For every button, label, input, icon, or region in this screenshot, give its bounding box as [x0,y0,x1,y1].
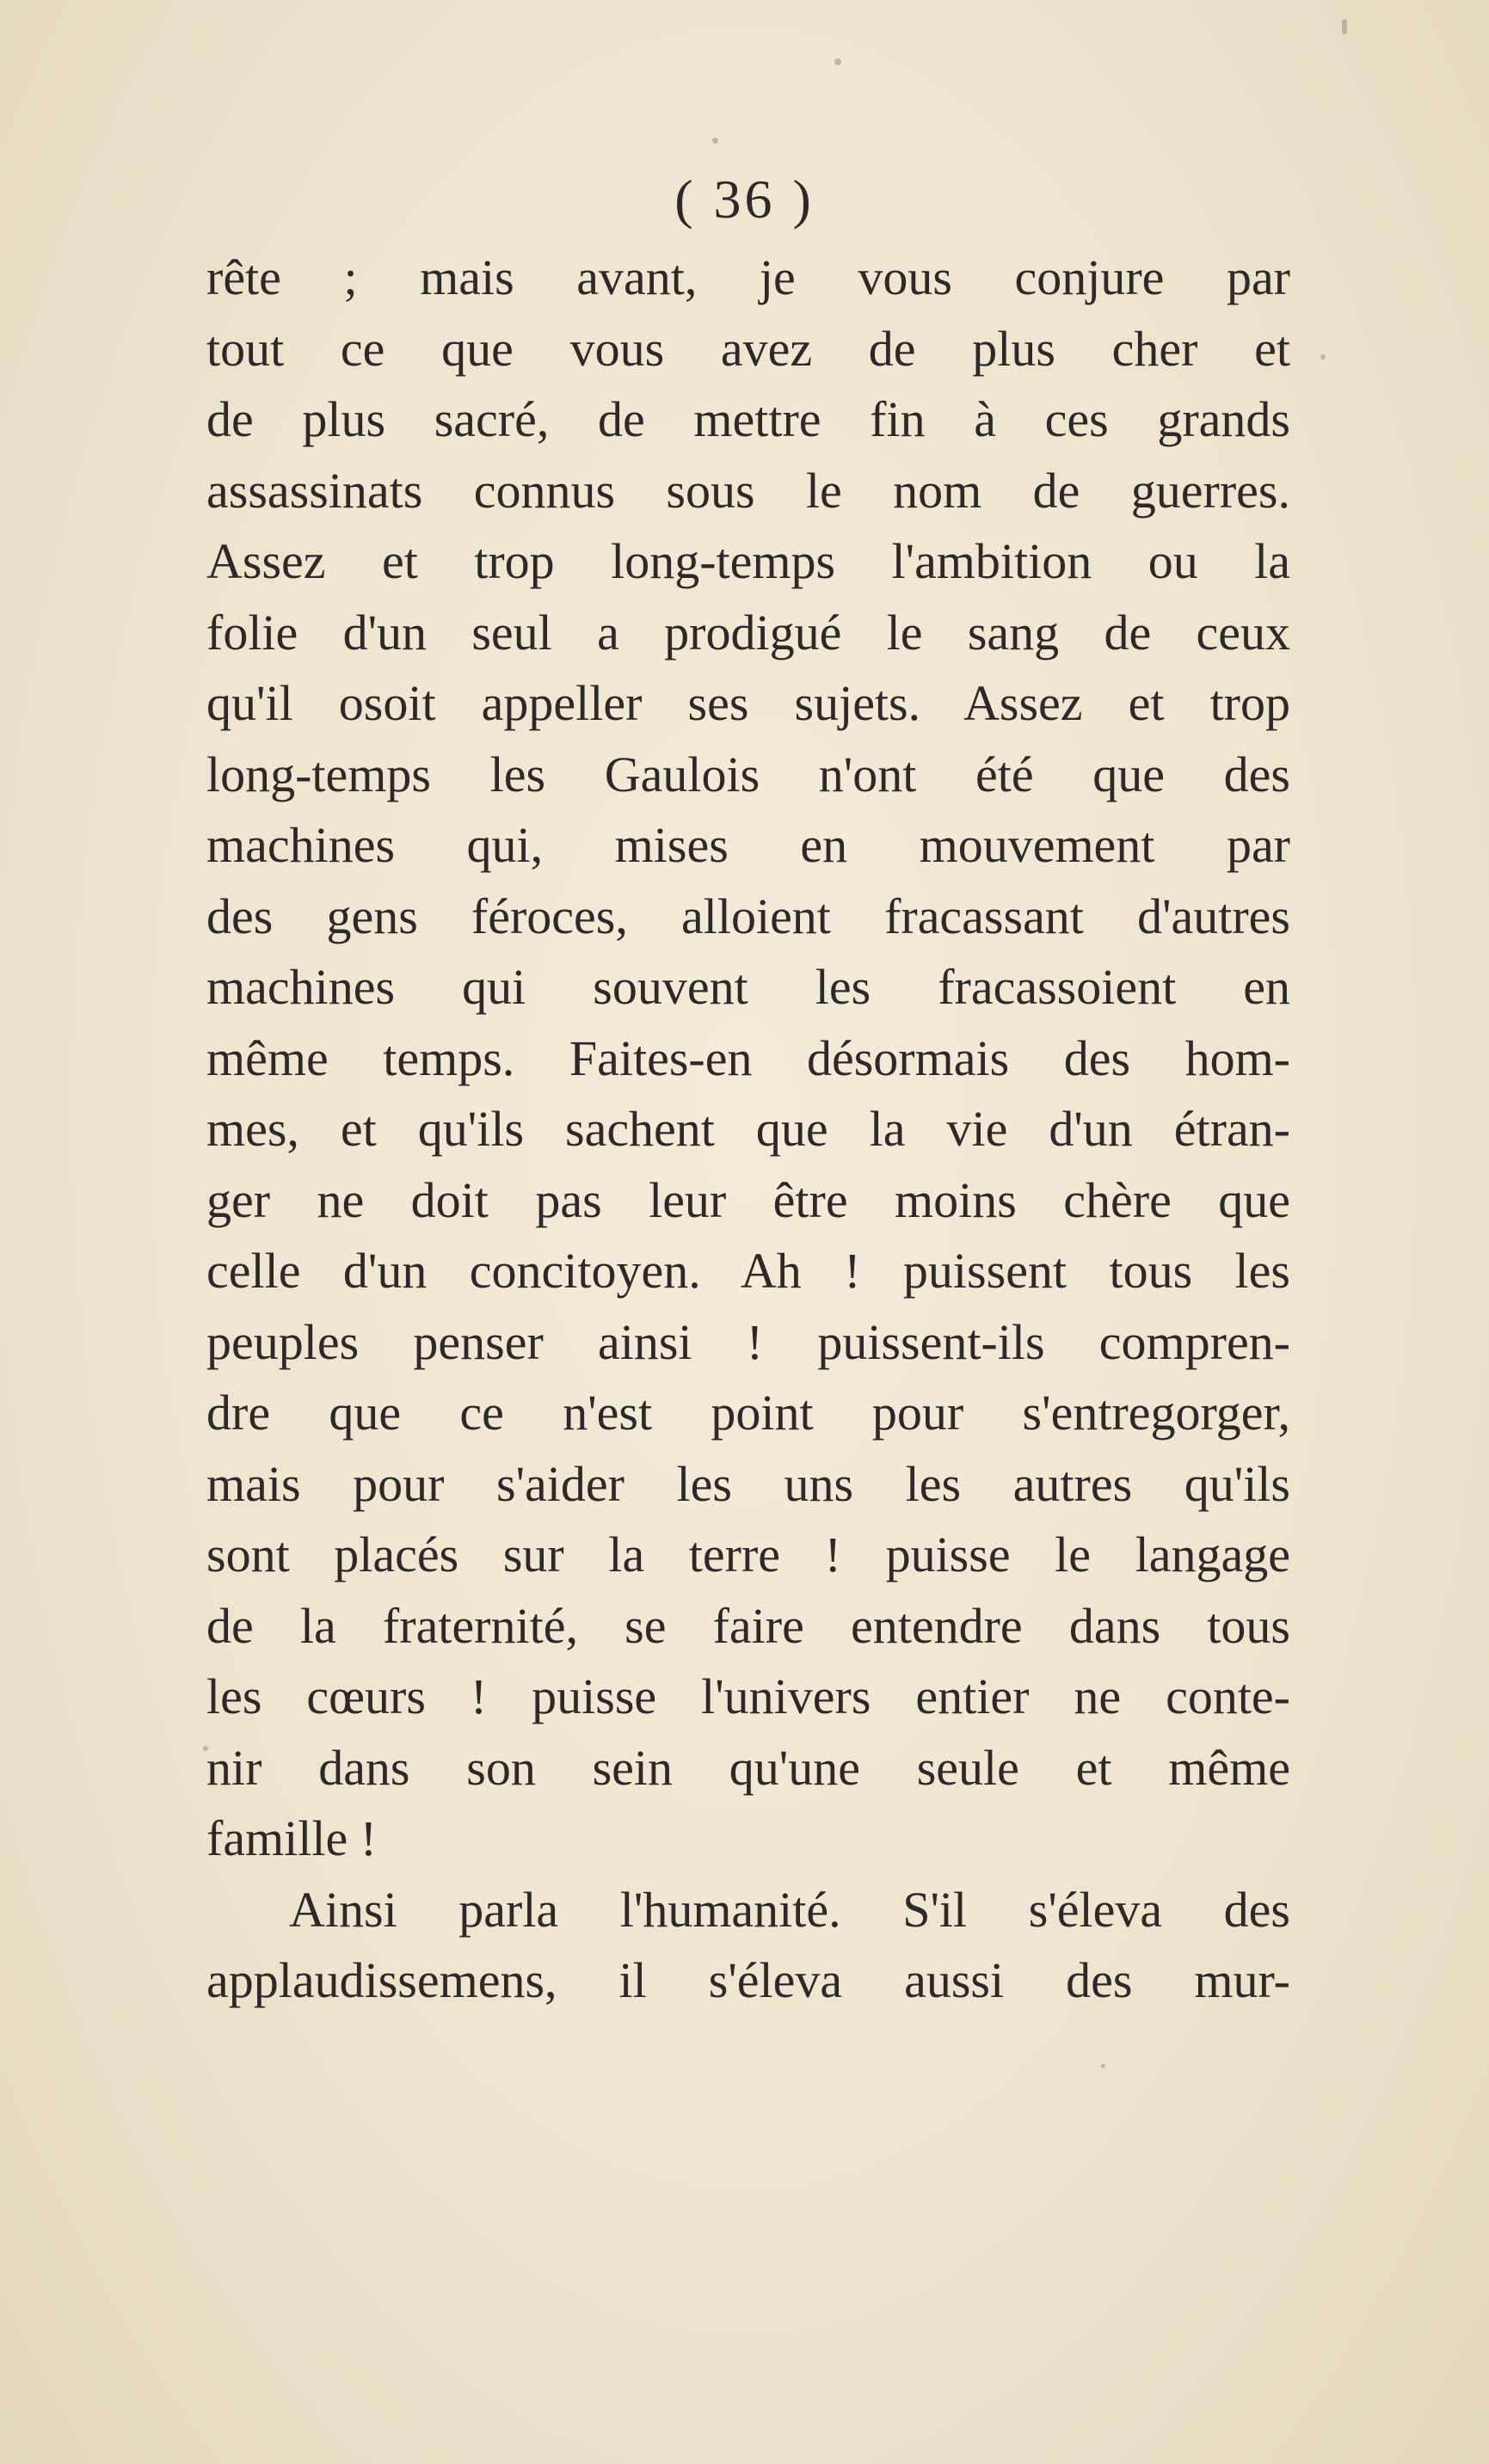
text-line: nir dans son sein qu'une seule et même [206,1739,1290,1796]
paper-speck [1320,354,1326,359]
text-line: même temps. Faites-en désormais des hom- [206,1029,1290,1086]
text-line: les cœurs ! puisse l'univers entier ne conte- [206,1668,1290,1724]
text-line: mais pour s'aider les uns les autres qu'ils [206,1455,1290,1512]
page-number: ( 36 ) [674,169,815,230]
paper-speck [834,58,841,65]
text-line: machines qui, mises en mouvement par [206,817,1290,873]
text-line: peuples penser ainsi ! puissent-ils compren- [206,1313,1290,1370]
text-line: des gens féroces, alloient fracassant d'autres [206,888,1290,944]
text-line-paragraph-end: famille ! [206,1810,378,1866]
text-line: dre que ce n'est point pour s'entregorger, [206,1385,1290,1441]
body-text [206,243,1290,2017]
text-line: de plus sacré, de mettre fin à ces grands [206,391,1290,447]
text-line: ger ne doit pas leur être moins chère que [206,1171,1290,1228]
text-line-paragraph-start: Ainsi parla l'humanité. S'il s'éleva des [289,1881,1290,1938]
text-line: tout ce que vous avez de plus cher et [206,320,1290,377]
text-line: folie d'un seul a prodigué le sang de ceux [206,604,1290,661]
text-line: qu'il osoit appeller ses sujets. Assez et trop [206,675,1290,731]
paper-speck [712,138,718,144]
text-line: de la fraternité, se faire entendre dans tous [206,1597,1290,1654]
text-line: celle d'un concitoyen. Ah ! puissent tous les [206,1243,1290,1299]
text-line: assassinats connus sous le nom de guerres. [206,462,1290,519]
text-line: machines qui souvent les fracassoient en [206,959,1290,1015]
text-line: sont placés sur la terre ! puisse le langage [206,1527,1290,1582]
text-line: long-temps les Gaulois n'ont été que des [206,746,1290,802]
text-line: applaudissemens, il s'éleva aussi des mur- [206,1952,1290,2008]
text-line: Assez et trop long-temps l'ambition ou la [206,533,1290,589]
text-line: rête ; mais avant, je vous conjure par [206,249,1290,305]
paper-speck [1101,2064,1105,2068]
paper-speck [1342,19,1347,34]
text-line: mes, et qu'ils sachent que la vie d'un étran- [206,1101,1290,1157]
paper-speck [203,1746,208,1751]
